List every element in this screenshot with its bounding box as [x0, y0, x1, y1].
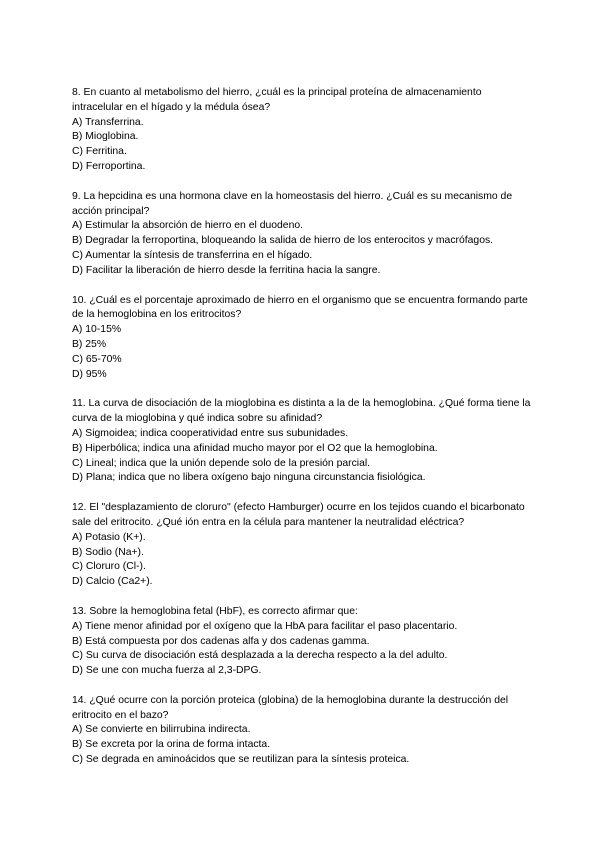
answer-option: B) Hiperbólica; indica una afinidad mucho mayor por el O2 que la hemoglobina.: [72, 442, 438, 454]
answer-option: D) 95%: [72, 368, 107, 380]
answer-option: C) Cloruro (Cl-).: [72, 561, 146, 573]
question-text: 10. ¿Cuál es el porcentaje aproximado de hierro en el organismo que se encuentra formando parte de la hemoglobina en los eritrocitos?: [72, 294, 528, 321]
answer-option: D) Ferroportina.: [72, 160, 146, 172]
question-text: 14. ¿Qué ocurre con la porción proteica (globina) de la hemoglobina durante la destrucción del eritrocito en el bazo?: [72, 694, 509, 721]
answer-option: A) 10-15%: [72, 324, 122, 336]
answer-option: D) Calcio (Ca2+).: [72, 576, 153, 588]
answer-option: C) Su curva de disociación está desplazada a la derecha respecto a la del adulto.: [72, 650, 448, 662]
question-text: 8. En cuanto al metabolismo del hierro, ¿cuál es la principal proteína de almacenamiento intracelular en el hígado y la médula ósea?: [72, 87, 482, 113]
question-8: [72, 86, 532, 175]
answer-option: C) Se degrada en aminoácidos que se reutilizan para la síntesis proteica.: [72, 754, 410, 766]
question-12: [72, 501, 532, 590]
question-11: [72, 397, 532, 486]
answer-option: C) Ferritina.: [72, 146, 127, 158]
document-page: [72, 86, 532, 783]
answer-option: B) 25%: [72, 338, 107, 350]
answer-option: B) Se excreta por la orina de forma intacta.: [72, 739, 271, 751]
question-13: [72, 605, 532, 679]
answer-option: B) Está compuesta por dos cadenas alfa y dos cadenas gamma.: [72, 635, 370, 647]
answer-option: A) Sigmoidea; indica cooperatividad entre sus subunidades.: [72, 427, 349, 439]
answer-option: A) Tiene menor afinidad por el oxígeno que la HbA para facilitar el paso placentario.: [72, 620, 458, 632]
answer-option: A) Estimular la absorción de hierro en el duodeno.: [72, 220, 304, 232]
answer-option: C) Lineal; indica que la unión depende solo de la presión parcial.: [72, 457, 371, 469]
question-text: 11. La curva de disociación de la mioglobina es distinta a la de la hemoglobina. ¿Qué forma tiene la curva de la mioglobina y qué indica sobre su afinidad?: [72, 398, 531, 425]
answer-option: B) Mioglobina.: [72, 131, 139, 143]
answer-option: C) Aumentar la síntesis de transferrina en el hígado.: [72, 249, 313, 261]
question-text: 12. El "desplazamiento de cloruro" (efecto Hamburger) ocurre en los tejidos cuando el bicarbonato sale del eritrocito. ¿Qué ión entra en la célula para mantener la neutralidad eléctrica?: [72, 502, 525, 528]
answer-option: A) Se convierte en bilirrubina indirecta.: [72, 724, 251, 736]
question-9: [72, 190, 532, 279]
answer-option: B) Sodio (Na+).: [72, 546, 144, 558]
answer-option: A) Transferrina.: [72, 116, 144, 128]
question-10: [72, 294, 532, 383]
answer-option: B) Degradar la ferroportina, bloqueando la salida de hierro de los enterocitos y macrófagos.: [72, 235, 494, 247]
answer-option: D) Se une con mucha fuerza al 2,3-DPG.: [72, 665, 262, 677]
answer-option: D) Plana; indica que no libera oxígeno bajo ninguna circunstancia fisiológica.: [72, 472, 426, 484]
question-text: 9. La hepcidina es una hormona clave en la homeostasis del hierro. ¿Cuál es su mecanismo de acción principal?: [72, 190, 513, 217]
answer-option: C) 65-70%: [72, 353, 122, 365]
question-14: [72, 694, 532, 768]
answer-option: D) Facilitar la liberación de hierro desde la ferritina hacia la sangre.: [72, 264, 381, 276]
question-text: 13. Sobre la hemoglobina fetal (HbF), es correcto afirmar que:: [72, 605, 358, 617]
answer-option: A) Potasio (K+).: [72, 531, 146, 543]
